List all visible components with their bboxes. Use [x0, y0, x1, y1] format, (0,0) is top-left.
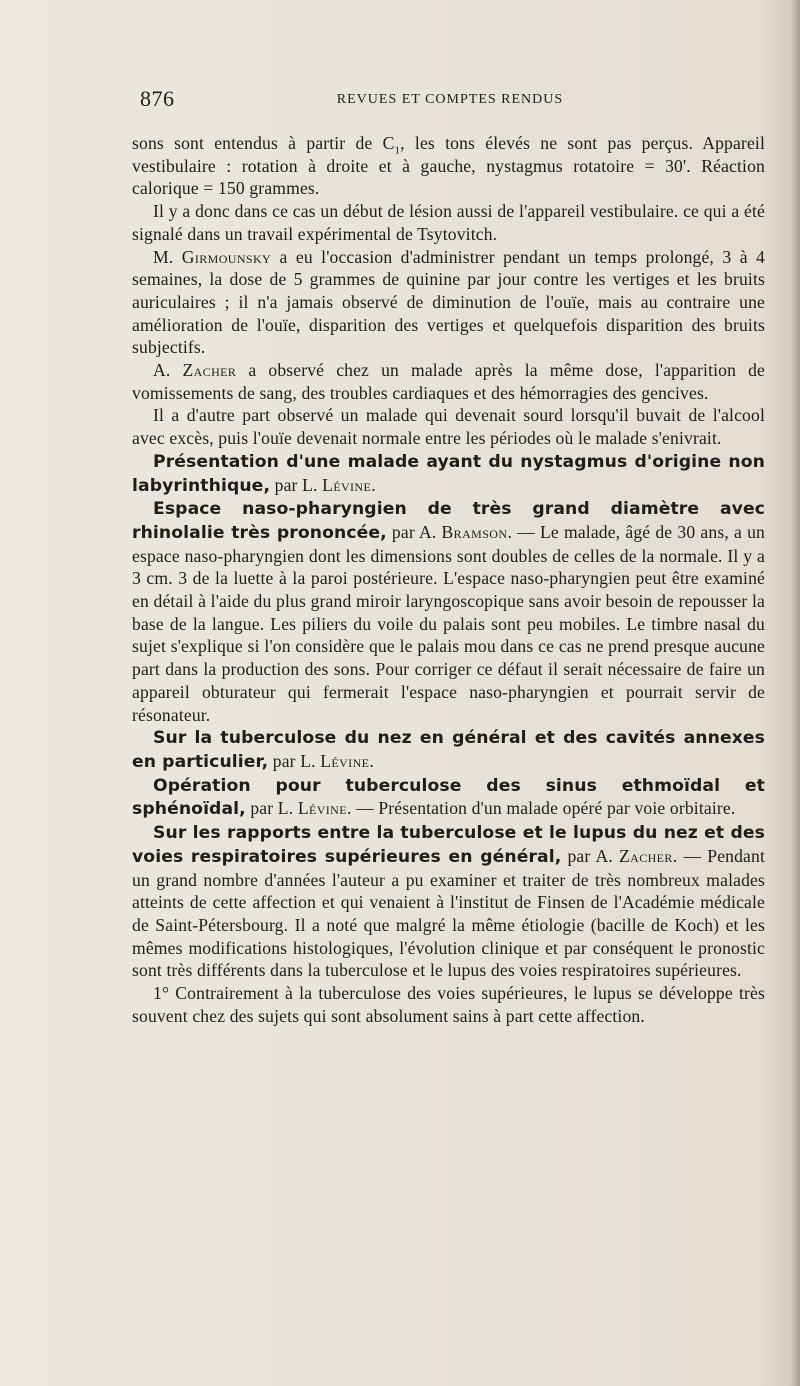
author-name: Lévine — [322, 474, 372, 495]
paragraph-9: Opération pour tuberculose des sinus ethmoïdal et sphénoïdal, par L. Lévine. — Présentation d'un malade opéré par voie orbitaire. — [132, 775, 765, 820]
body-text — [132, 132, 765, 1027]
page-header — [140, 86, 760, 116]
section-heading: Espace naso-pharyngien de très grand diamètre avec rhinolalie très prononcée, — [132, 499, 765, 543]
author-name: Lévine — [320, 750, 370, 771]
paragraph-11: 1° Contrairement à la tuberculose des voies supérieures, le lupus se développe très souvent chez des sujets qui sont absolument sains à part cette affection. — [132, 983, 765, 1026]
page-number: 876 — [140, 86, 175, 111]
paragraph-8: Sur la tuberculose du nez en général et des cavités annexes en particulier, par L. Lévine. — [132, 728, 765, 772]
paragraph-5: Il a d'autre part observé un malade qui devenait sourd lorsqu'il buvait de l'alcool avec excès, puis l'ouïe devenait normale entre les périodes où le malade s'enivrait. — [132, 405, 765, 449]
section-heading: Présentation d'une malade ayant du nystagmus d'origine non labyrinthique, — [132, 451, 765, 496]
paragraph-2: Il y a donc dans ce cas un début de lésion aussi de l'appareil vestibulaire. ce qui a été signalé dans un travail expérimental de Tsytovitch. — [132, 201, 765, 244]
paragraph-4: A. Zacher a observé chez un malade après la même dose, l'apparition de vomissements de sang, des troubles cardiaques et des hémorragies des gencives. — [132, 360, 765, 403]
section-heading: Sur les rapports entre la tuberculose et le lupus du nez et des voies respiratoires supérieures en général, — [132, 823, 765, 867]
section-heading: Sur la tuberculose du nez en général et des cavités annexes en particulier, — [132, 728, 765, 772]
author-name: Zacher — [182, 360, 237, 381]
author-name: Girmounsky — [181, 246, 272, 267]
author-name: Bramson — [441, 521, 508, 542]
page-edge-shadow — [790, 0, 800, 1386]
author-name: Zacher — [618, 845, 673, 866]
running-head: REVUES ET COMPTES RENDUS — [336, 92, 564, 107]
paragraph-10: Sur les rapports entre la tuberculose et le lupus du nez et des voies respiratoires supérieures en général, par A. Zacher. — Pendant un grand nombre d'années l'auteur a pu examiner et traiter de très nombreux malades atteints de cette affection et qui venaient à l'institut de Finsen de l'Académie médicale de Saint-Pétersbourg. Il a noté que malgré la même étiologie (bacille de Koch) et les mêmes modifications histologiques, l'évolution clinique et par conséquent le pronostic sont très différents dans la tuberculose et le lupus des voies respiratoires supérieures. — [132, 823, 766, 981]
paragraph-6: Présentation d'une malade ayant du nystagmus d'origine non labyrinthique, par L. Lévine. — [132, 451, 765, 496]
section-heading: Opération pour tuberculose des sinus ethmoïdal et sphénoïdal, — [132, 775, 765, 820]
author-name: Lévine — [297, 798, 347, 819]
paragraph-7: Espace naso-pharyngien de très grand diamètre avec rhinolalie très prononcée, par A. Bramson. — Le malade, âgé de 30 ans, a un espace naso-pharyngien dont les dimensions sont doubles de celles de la normale. Il y a 3 cm. 3 de la luette à la paroi postérieure. L'espace naso-pharyngien peut être examiné en détail à l'aide du plus grand miroir laryngoscopique sans avoir besoin de repousser la base de la langue. Les piliers du voile du palais sont peu mobiles. Le timbre nasal du sujet s'explique si l'on considère que le palais mou dans ce cas ne prend presque aucune part dans la production des sons. Pour corriger ce défaut il serait nécessaire de faire un appareil obturateur qui fermerait l'espace naso-pharyngien et pourrait servir de résonateur. — [132, 499, 765, 725]
paragraph-1: sons sont entendus à partir de $C_1$, les tons élevés ne sont pas perçus. Appareil vestibulaire : rotation à droite et à gauche, nystagmus rotatoire = 30'. Réaction calorique = 150 grammes. — [132, 133, 765, 199]
paragraph-3: M. Girmounsky a eu l'occasion d'administrer pendant un temps prolongé, 3 à 4 semaines, la dose de 5 grammes de quinine par jour contre les vertiges et les bruits auriculaires ; il n'a jamais observé de diminution de l'ouïe, mais au contraire une amélioration de l'ouïe, disparition des vertiges et quelquefois disparition des bruits subjectifs. — [132, 246, 765, 358]
